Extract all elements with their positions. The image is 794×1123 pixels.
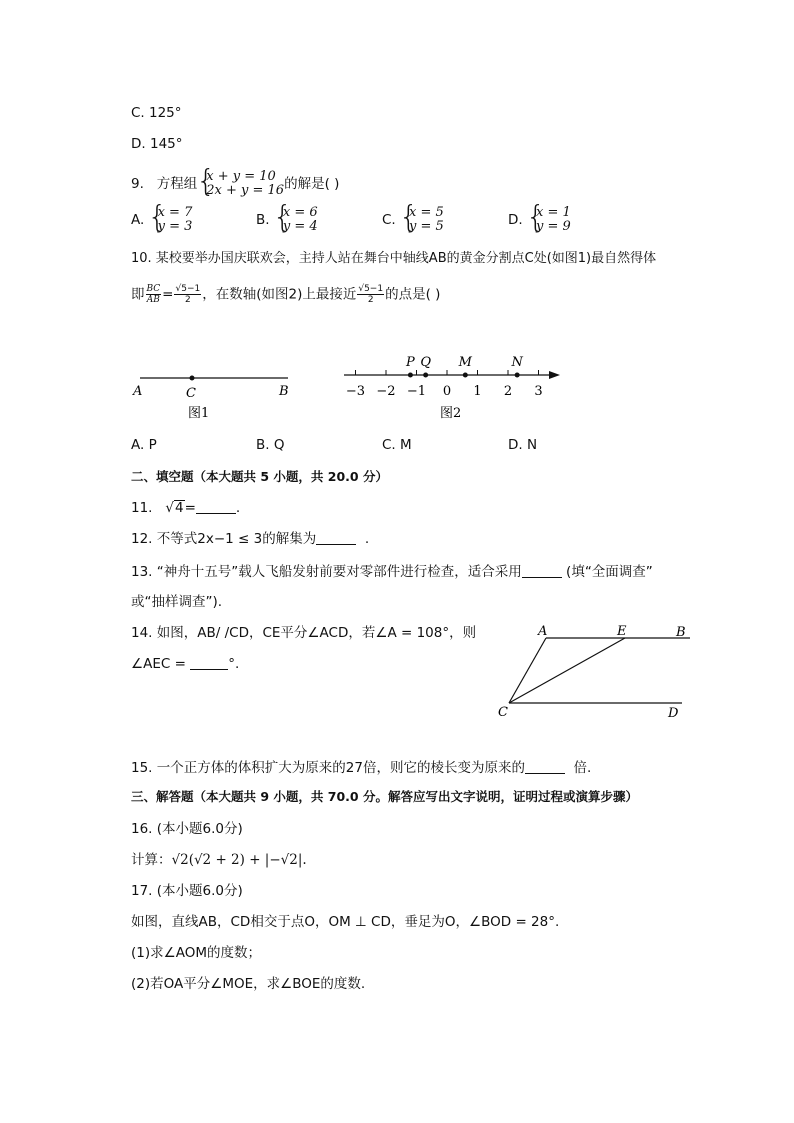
q14-label-d: D	[668, 706, 679, 721]
q10-line2: 即 $\frac{BC}{AB}$ = $\frac{√5-1}{2}$ ，在数轴(如图2)上最接近 $\frac{√5-1}{2}$ 的点是( )	[131, 284, 441, 305]
q17-stem: 如图，直线AB，CD相交于点O，OM ⊥ CD，垂足为O，∠BOD = 28°.	[131, 914, 560, 930]
number-line-tick-label: 0	[442, 384, 452, 399]
section-2-heading: 二、填空题（本大题共 5 小题，共 20.0 分）	[131, 469, 388, 484]
q10-line1: 10. 某校要举办国庆联欢会，主持人站在舞台中轴线AB的黄金分割点C处(如图1)最自然得体	[131, 251, 657, 266]
fig2-caption: 图2	[440, 406, 462, 421]
q17-part2: (2)若OA平分∠MOE，求∠BOE的度数.	[131, 976, 366, 992]
fig1-label-c: C	[186, 386, 196, 401]
q17-header: 17. (本小题6.0分)	[131, 883, 243, 899]
number-line-tick-label: 1	[473, 384, 482, 399]
q15: 15. 一个正方体的体积扩大为原来的27倍，则它的棱长变为原来的 倍.	[131, 760, 592, 776]
section-3-heading: 三、解答题（本大题共 9 小题，共 70.0 分。解答应写出文字说明，证明过程或演算步骤）	[131, 789, 638, 804]
q10-option-d: D. N	[508, 437, 538, 453]
number-line-tick-label: 2	[503, 384, 513, 399]
q9-option-a: A. { x = 7 y = 3	[131, 206, 192, 234]
q14-line2: ∠AEC = °.	[131, 656, 240, 672]
q9-equation-system: { x + y = 10 2x + y = 16	[197, 170, 284, 198]
fig1-label-a: A	[133, 384, 143, 399]
q8-option-c: C. 125°	[131, 105, 182, 121]
number-line-point-label-q: Q	[420, 355, 431, 370]
number-line-tick-label: −2	[376, 384, 396, 399]
number-line-point-label-n: N	[511, 355, 523, 370]
q13-line2: 或“抽样调查”).	[131, 594, 223, 610]
fig1-caption: 图1	[188, 406, 210, 421]
q8-option-d: D. 145°	[131, 136, 183, 152]
q9-stem: 9. 方程组 { x + y = 10 2x + y = 16 的解是( )	[131, 170, 339, 198]
q14-label-a: A	[538, 624, 548, 639]
q9-option-d: D. { x = 1 y = 9	[508, 206, 571, 234]
q16-calc: 计算：√2(√2 + 2) + |−√2|.	[131, 852, 307, 868]
q9-option-c: C. { x = 5 y = 5	[382, 206, 444, 234]
q17-part1: (1)求∠AOM的度数；	[131, 945, 261, 961]
q9-option-b: B. { x = 6 y = 4	[256, 206, 318, 234]
number-line-point-label-m: M	[458, 355, 472, 370]
number-line-tick-label: −3	[345, 384, 366, 399]
number-line-point-label-p: P	[406, 355, 415, 370]
q15-answer-blank	[525, 760, 565, 774]
q10-option-b: B. Q	[256, 437, 285, 453]
q10-option-c: C. M	[382, 437, 412, 453]
q16-header: 16. (本小题6.0分)	[131, 821, 243, 837]
q14-label-b: B	[676, 625, 686, 640]
q10-option-a: A. P	[131, 437, 157, 453]
q13-line1: 13. “神舟十五号”载人飞船发射前要对零部件进行检查，适合采用 (填“全面调查”	[131, 564, 653, 580]
fig1-label-b: B	[279, 384, 289, 399]
q14-line1: 14. 如图，AB/ /CD，CE平分∠ACD，若∠A = 108°，则	[131, 625, 477, 641]
number-line-tick-label: −1	[406, 384, 427, 399]
q11: 11. √4= .	[131, 500, 241, 516]
q14-label-e: E	[617, 624, 627, 639]
q14-label-c: C	[498, 705, 508, 720]
number-line-tick-label: 3	[534, 384, 543, 399]
q12: 12. 不等式2x−1 ≤ 3的解集为 .	[131, 531, 370, 547]
